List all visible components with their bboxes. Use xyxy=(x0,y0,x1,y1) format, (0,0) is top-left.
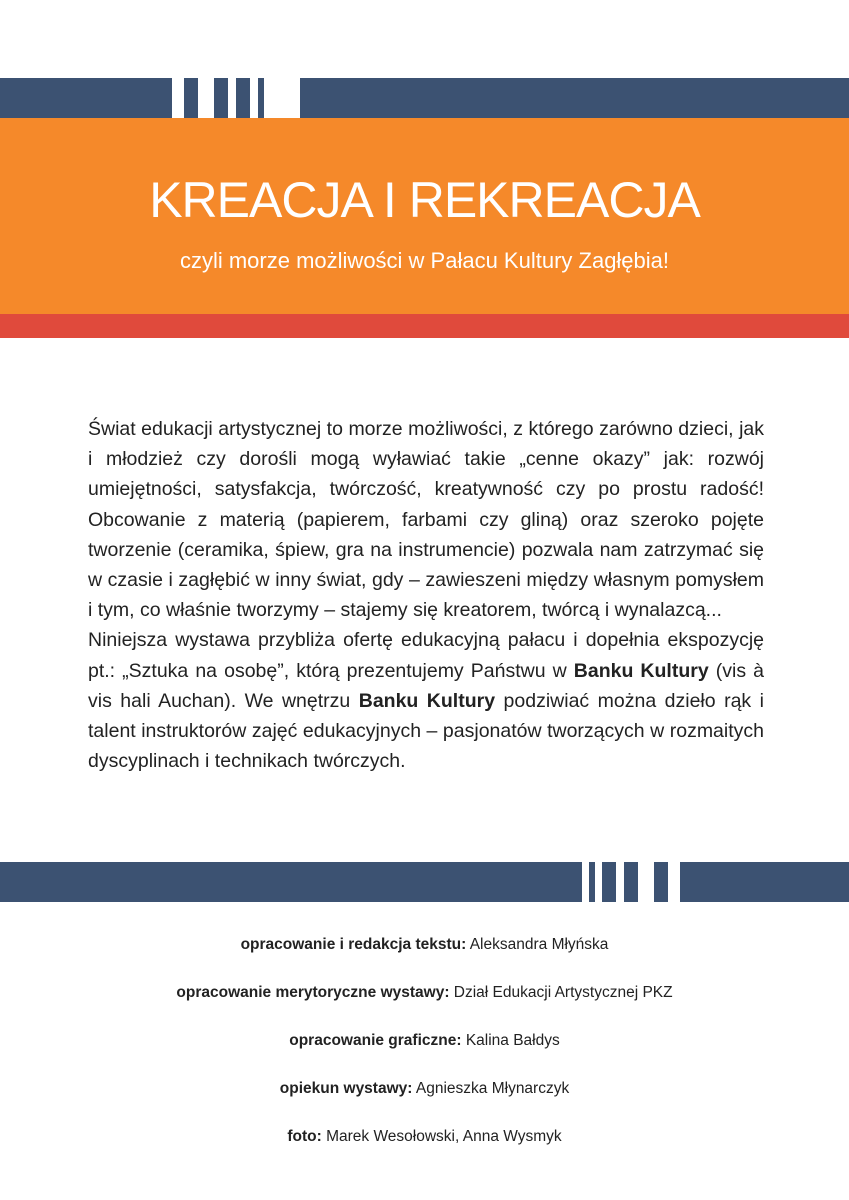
top-stripe-short-1 xyxy=(184,78,198,118)
bottom-stripe-short-2 xyxy=(602,862,616,902)
credit-label: opracowanie merytoryczne wystawy: xyxy=(176,984,450,1001)
credit-value: Agnieszka Młynarczyk xyxy=(412,1080,570,1097)
credit-value: Kalina Bałdys xyxy=(461,1032,560,1049)
credit-line-graphics xyxy=(0,1026,849,1074)
bottom-stripe-left xyxy=(0,862,582,902)
bottom-stripe-right xyxy=(680,862,849,902)
page-subtitle: czyli morze możliwości w Pałacu Kultury Zagłębia! xyxy=(179,248,670,273)
bottom-stripe-short-1 xyxy=(589,862,595,902)
page-title: KREACJA I REKREACJA xyxy=(149,172,700,228)
credit-line-photo xyxy=(0,1122,849,1170)
credit-value: Dział Edukacji Artystycznej PKZ xyxy=(449,984,673,1001)
credit-label: opracowanie i redakcja tekstu: xyxy=(240,936,467,953)
credit-line-text-editing xyxy=(0,930,849,978)
credit-value: Marek Wesołowski, Anna Wysmyk xyxy=(321,1128,562,1145)
credit-value: Aleksandra Młyńska xyxy=(466,936,609,953)
paragraph-2-part-3: podziwiać można dzieło rąk i talent instruktorów zajęć edukacyjnych – pasjonatów tworzących w rozmaitych dyscyplinach i technikach twórczych. xyxy=(88,689,764,773)
credit-line-content xyxy=(0,978,849,1026)
credits xyxy=(0,930,849,1170)
credit-label: opiekun wystawy: xyxy=(279,1080,413,1097)
top-stripe-left xyxy=(0,78,172,118)
paragraph-2-part-1: Niniejsza wystawa przybliża ofertę edukacyjną pałacu i dopełnia ekspozycję pt.: „Sztuka na osobę”, którą prezentujemy Państwu w xyxy=(88,629,764,682)
credit-line-curator xyxy=(0,1074,849,1122)
bank-kultury-highlight-1: Banku Kultury xyxy=(573,659,709,682)
paragraph-1: Świat edukacji artystycznej to morze możliwości, z którego zarówno dzieci, jak i młodzież czy dorośli mogą wyławiać takie „cenne okazy” jak: rozwój umiejętności, satysfakcja, twórczość, kreatywność czy po prostu radość! Obcowanie z materią (papierem, farbami czy gliną) oraz szeroko pojęte tworzenie (ceramika, śpiew, gra na instrumencie) pozwala nam zatrzymać się w czasie i zagłębić w inny świat, gdy – zawieszeni między własnym pomysłem i tym, co właśnie tworzymy – stajemy się kreatorem, twórcą i wynalazcą... xyxy=(88,418,764,622)
credit-label: opracowanie graficzne: xyxy=(289,1032,462,1049)
paragraph-2 xyxy=(88,625,764,776)
paragraph-2-part-2: (vis à vis hali Auchan). We wnętrzu xyxy=(88,659,764,712)
bottom-stripe-short-3 xyxy=(624,862,638,902)
top-stripe-short-2 xyxy=(214,78,228,118)
top-stripe-right xyxy=(300,78,849,118)
credit-label: foto: xyxy=(287,1128,322,1145)
bottom-stripe-short-4 xyxy=(654,862,668,902)
top-stripe-short-3 xyxy=(236,78,250,118)
bank-kultury-highlight-2: Banku Kultury xyxy=(358,689,496,712)
accent-stripe xyxy=(0,314,849,338)
body-text xyxy=(88,414,764,776)
top-stripe-short-4 xyxy=(258,78,264,118)
